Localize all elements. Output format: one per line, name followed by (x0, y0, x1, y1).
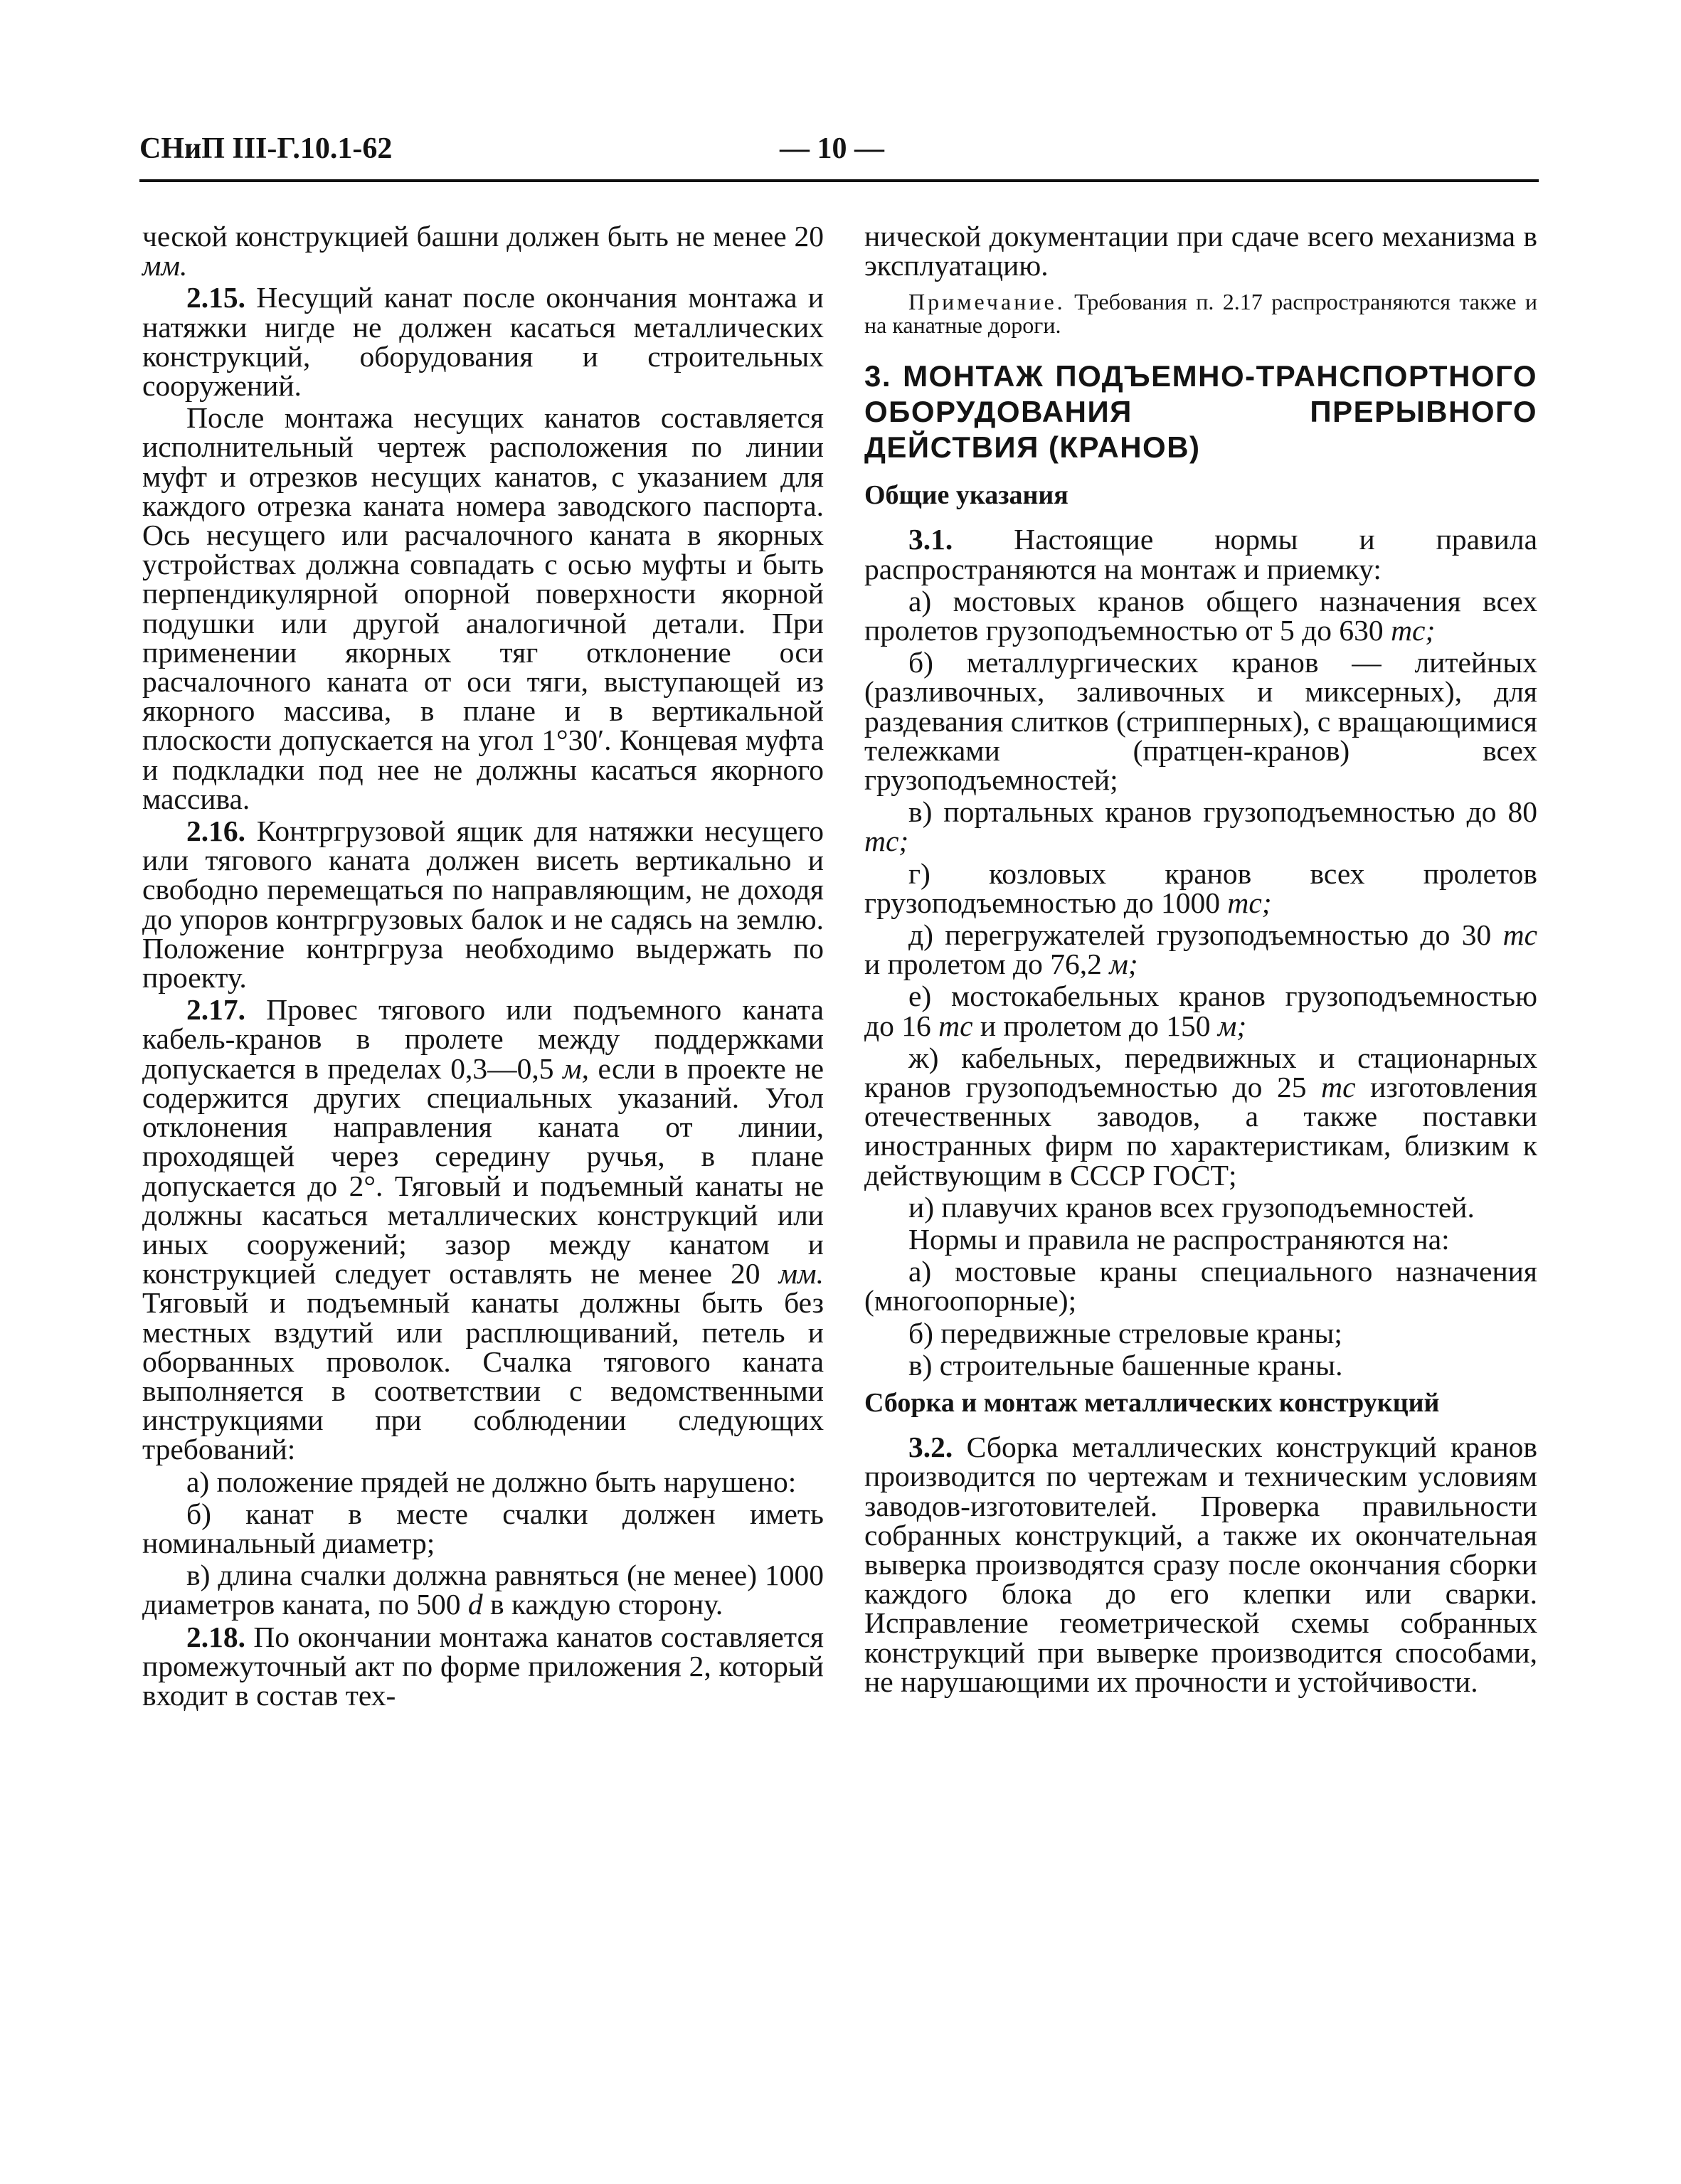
list-item: е) мостокабельных кранов грузоподъемностью до 16 тс и пролетом до 150 м; (864, 980, 1537, 1042)
list-item: г) козловых кранов всех пролетов грузоподъемностью до 1000 тс; (864, 857, 1537, 919)
list-item: в) длина счалки должна равняться (не менее) 1000 диаметров каната, по 500 d в каждую сторону. (142, 1559, 824, 1621)
right-column (864, 222, 1537, 1700)
list-item: а) мостовых кранов общего назначения всех пролетов грузоподъемностью от 5 до 630 тс; (864, 584, 1537, 647)
section-title: 3. МОНТАЖ ПОДЪЕМНО-ТРАНСПОРТНОГО ОБОРУДОВАНИЯ ПРЕРЫВНОГО ДЕЙСТВИЯ (КРАНОВ) (864, 359, 1537, 465)
left-column (142, 222, 824, 1713)
list-item: д) перегружателей грузоподъемностью до 30 тс и пролетом до 76,2 м; (864, 918, 1537, 981)
document-code: СНиП III-Г.10.1-62 (139, 132, 393, 165)
list-item: б) передвижные стреловые краны; (908, 1316, 1342, 1350)
page-number: — 10 — (780, 132, 884, 165)
list-item: а) мостовые краны специального назначения (многоопорные); (864, 1255, 1537, 1318)
paragraph-3-2: 3.2. Сборка металлических конструкций кранов производится по чертежам и техническим условиям заводов-изготовителей. Проверка правильности собранных конструкций, а также их окончательная выверка производятся сразу после окончания сборки каждого блока до его клепки или сварки. Исправление геометрической схемы собранных конструкций при выверке производится способами, не нарушающими их прочности и устойчивости. (864, 1431, 1537, 1698)
list-item: б) канат в месте счалки должен иметь номинальный диаметр; (142, 1497, 824, 1559)
list-item: в) портальных кранов грузоподъемностью до 80 тс; (864, 795, 1537, 858)
list-item: в) строительные башенные краны. (908, 1348, 1343, 1382)
paragraph-2-15: 2.15. Несущий канат после окончания монтажа и натяжки нигде не должен касаться металлических конструкций, оборудования и строительных сооружений. (142, 281, 824, 403)
list-item: а) положение прядей не должно быть нарушено: (186, 1465, 797, 1498)
paragraph-3-1: 3.1. Настоящие нормы и правила распространяются на монтаж и приемку: (864, 523, 1537, 585)
header-rule (139, 179, 1539, 182)
paragraph: После монтажа несущих канатов составляется исполнительный чертеж расположения по линии муфт и отрезков несущих канатов, с указанием для каждого отрезка каната номера заводского паспорта. Ось несущего или расчалочного каната в якорных устройствах должна совпадать с осью муфты и быть перпендикулярной опорной поверхности якорной подушки или другой аналогичной детали. При применении якорных тяг отклонение оси расчалочного каната от оси тяги, выступающей из якорного массива, в плане и в вертикальной плоскости допускается на угол 1°30′. Концевая муфта и подкладки под нее не должны касаться якорного массива. (142, 401, 824, 815)
paragraph: Нормы и правила не распространяются на: (908, 1223, 1450, 1256)
paragraph-2-17: 2.17. Провес тягового или подъемного каната кабель-кранов в пролете между поддержками допускается в пределах 0,3—0,5 м, если в проекте не содержится других специальных указаний. Угол отклонения направления каната от линии, проходящей через середину ручья, в плане допускается до 2°. Тяговый и подъемный канаты не должны касаться металлических конструкций или иных сооружений; зазор между канатом и конструкцией следует оставлять не менее 20 мм. Тяговый и подъемный канаты должны быть без местных вздутий или расплющиваний, петель и оборванных проволок. Счалка тягового каната выполняется в соответствии с ведомственными инструкциями при соблюдении следующих требований: (142, 993, 824, 1466)
paragraph-2-18: 2.18. По окончании монтажа канатов составляется промежуточный акт по форме приложения 2, который входит в состав тех- (142, 1620, 824, 1712)
list-item: б) металлургических кранов — литейных (разливочных, заливочных и миксерных), для раздевания слитков (стрипперных), с вращающимися тележками (пратцен-кранов) всех грузоподъемностей; (864, 646, 1537, 797)
paragraph: ческой конструкцией башни должен быть не менее 20 мм. (142, 220, 824, 282)
paragraph: нической документации при сдаче всего механизма в эксплуатацию. (864, 220, 1537, 282)
list-item: и) плавучих кранов всех грузоподъемностей. (908, 1190, 1475, 1224)
list-item: ж) кабельных, передвижных и стационарных кранов грузоподъемностью до 25 тс изготовления отечественных заводов, а также поставки иностранных фирм по характеристикам, близким к действующим в СССР ГОСТ; (864, 1041, 1537, 1192)
subsection-title: Сборка и монтаж металлических конструкций (864, 1388, 1440, 1419)
paragraph-2-16: 2.16. Контргрузовой ящик для натяжки несущего или тягового каната должен висеть вертикально и свободно перемещаться по направляющим, не доходя до упоров контргрузовых балок и не садясь на землю. Положение контргруза необходимо выдержать по проекту. (142, 815, 824, 995)
page-header (139, 132, 1539, 171)
subsection-title: Общие указания (864, 480, 1068, 511)
note: Примечание. Требования п. 2.17 распространяются также и на канатные дороги. (864, 289, 1537, 339)
